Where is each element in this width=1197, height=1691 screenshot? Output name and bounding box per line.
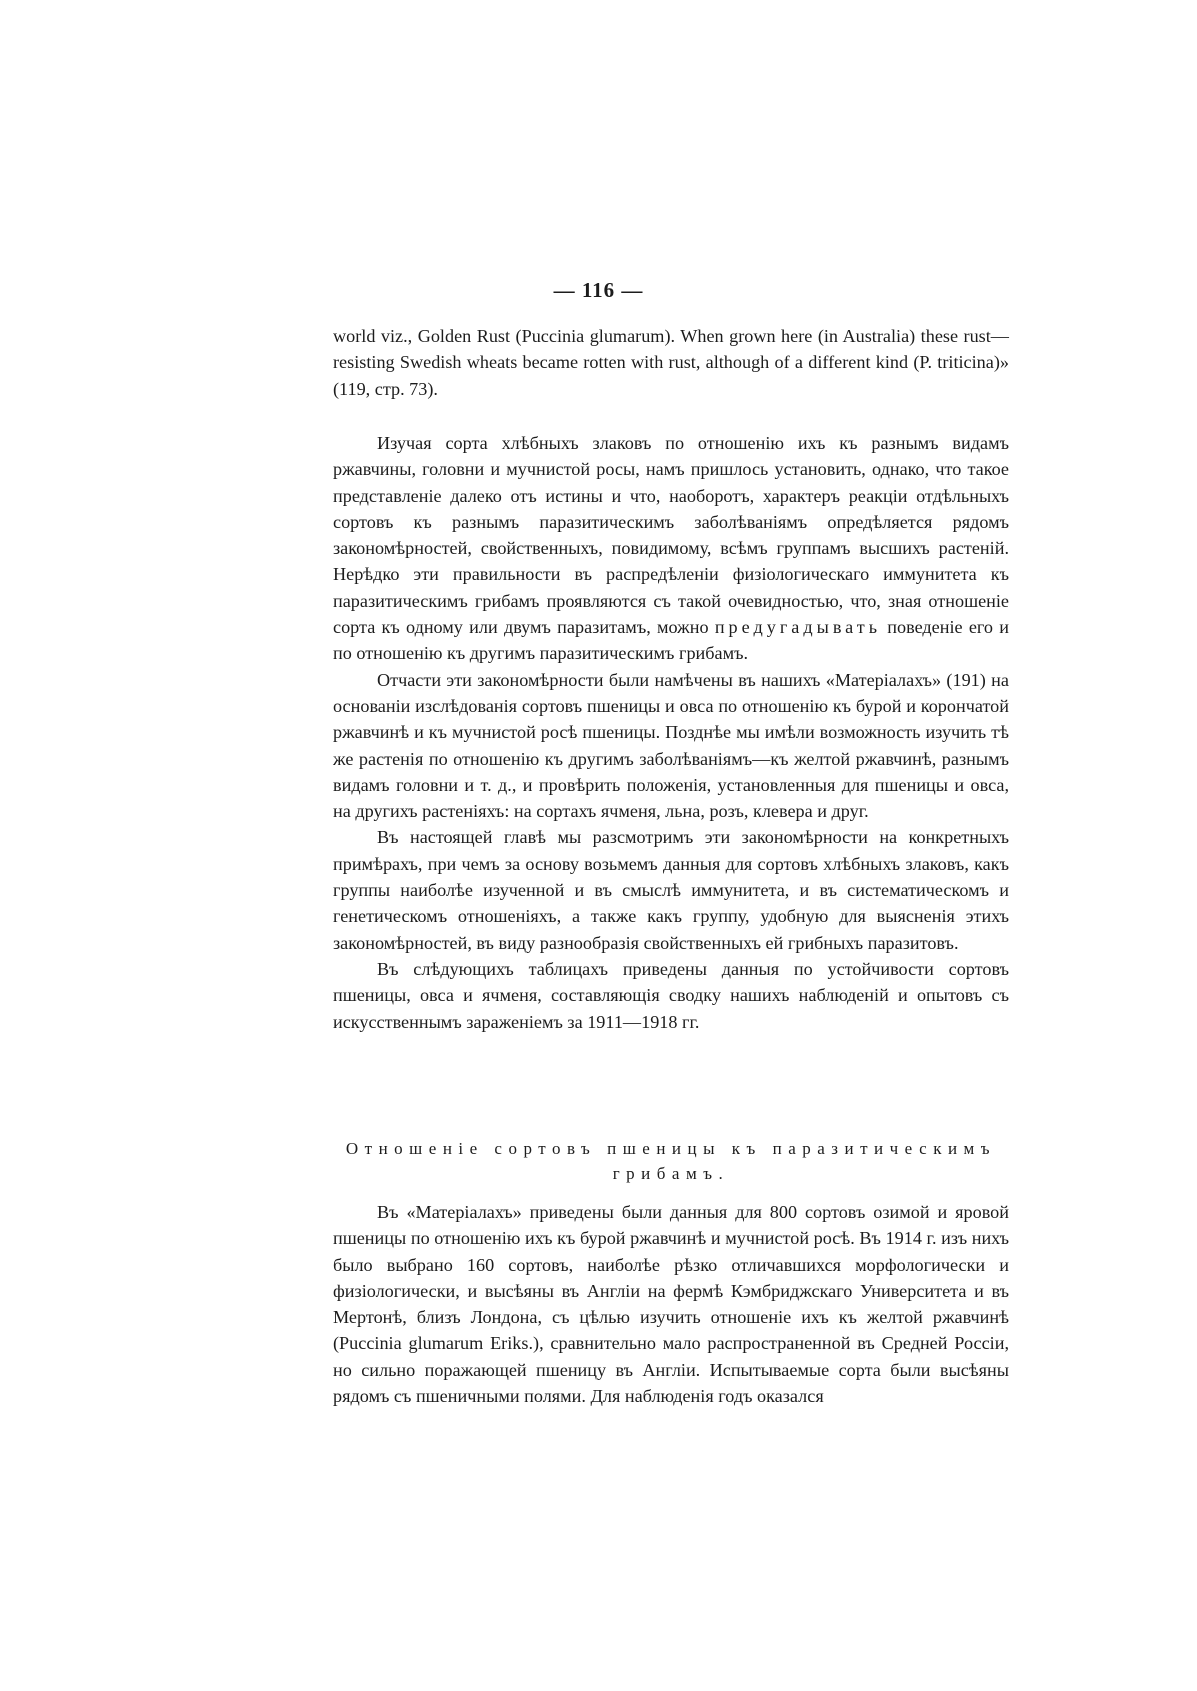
page-number: — 116 — <box>553 278 644 302</box>
paragraph-1-text-after: поведеніе его и по отношенію къ другимъ паразитическимъ грибамъ. <box>333 617 1010 664</box>
english-quote-paragraph: world viz., Golden Rust (Puccinia glumarum). When grown here (in Australia) these rust—resisting Swedish wheats became rotten with rust, although of a different kind (P. triticina)» (119, стр. 73). <box>333 326 1009 399</box>
paragraph-2: Отчасти эти закономѣрности были намѣчены въ нашихъ «Матеріалахъ» (191) на основаніи изслѣдованія сортовъ пшеницы и овса по отношенію къ бурой и корончатой ржавчинѣ и къ мучнистой росѣ пшеницы. Позднѣе мы имѣли возможность изучить тѣ же растенія по отношенію къ другимъ заболѣваніямъ—къ желтой ржавчинѣ, разнымъ видамъ головни и т. д., и провѣрить положенія, установленныя для пшеницы и овса, на другихъ растеніяхъ: на сортахъ ячменя, льна, розъ, клевера и друг. <box>333 669 1009 822</box>
paragraph-4: Въ слѣдующихъ таблицахъ приведены данныя по устойчивости сортовъ пшеницы, овса и ячменя, составляющія сводку нашихъ наблюденій и опытовъ съ искусственнымъ зараженіемъ за 1911—1918 гг. <box>333 958 1009 1032</box>
paragraph-1-spaced-word: предугадывать <box>714 617 882 638</box>
english-quote-block <box>333 323 1009 402</box>
paragraph-1-text-before: Изучая сорта хлѣбныхъ злаковъ по отношенію ихъ къ разнымъ видамъ ржавчины, головни и мучнистой росы, намъ пришлось установить, однако, что такое представленіе далеко отъ истины и что, наоборотъ, характеръ реакціи отдѣльныхъ сортовъ къ разнымъ паразитическимъ заболѣваніямъ опредѣляется рядомъ закономѣрностей, свойственныхъ, повидимому, всѣмъ группамъ высшихъ растеній. Нерѣдко эти правильности въ распредѣленіи физіологическаго иммунитета къ паразитическимъ грибамъ проявляются съ такой очевидностью, что, зная отношеніе сорта къ одному или двумъ паразитамъ, можно <box>333 433 1009 638</box>
section-paragraph: Въ «Матеріалахъ» приведены были данныя для 800 сортовъ озимой и яровой пшеницы по отношенію ихъ къ бурой ржавчинѣ и мучнистой росѣ. Въ 1914 г. изъ нихъ было выбрано 160 сортовъ, наиболѣе рѣзко отличавшихся морфологически и физіологически, и высѣяны въ Англіи на фермѣ Кэмбриджскаго Университета и въ Мертонѣ, близъ Лондона, съ цѣлью изучить отношеніе ихъ къ желтой ржавчинѣ (Puccinia glumarum Eriks.), сравнительно мало распространенной въ Средней Россіи, но сильно поражающей пшеницу въ Англіи. Испытываемые сорта были высѣяны рядомъ съ пшеничными полями. Для наблюденія годъ оказался <box>333 1202 1009 1407</box>
section-text-block <box>333 1199 1009 1409</box>
main-text-block <box>333 430 1009 1035</box>
paragraph-1 <box>333 430 1009 667</box>
paragraph-3: Въ настоящей главѣ мы разсмотримъ эти закономѣрности на конкретныхъ примѣрахъ, при чемъ за основу возьмемъ данныя для сортовъ хлѣбныхъ злаковъ, какъ группы наиболѣе изученной и въ смыслѣ иммунитета, и въ систематическомъ и генетическомъ отношеніяхъ, а также какъ группу, удобную для выясненія этихъ закономѣрностей, въ виду разнообразія свойственныхъ ей грибныхъ паразитовъ. <box>333 827 1009 953</box>
section-heading: Отношеніе сортовъ пшеницы къ паразитическимъ грибамъ. <box>345 1139 997 1183</box>
